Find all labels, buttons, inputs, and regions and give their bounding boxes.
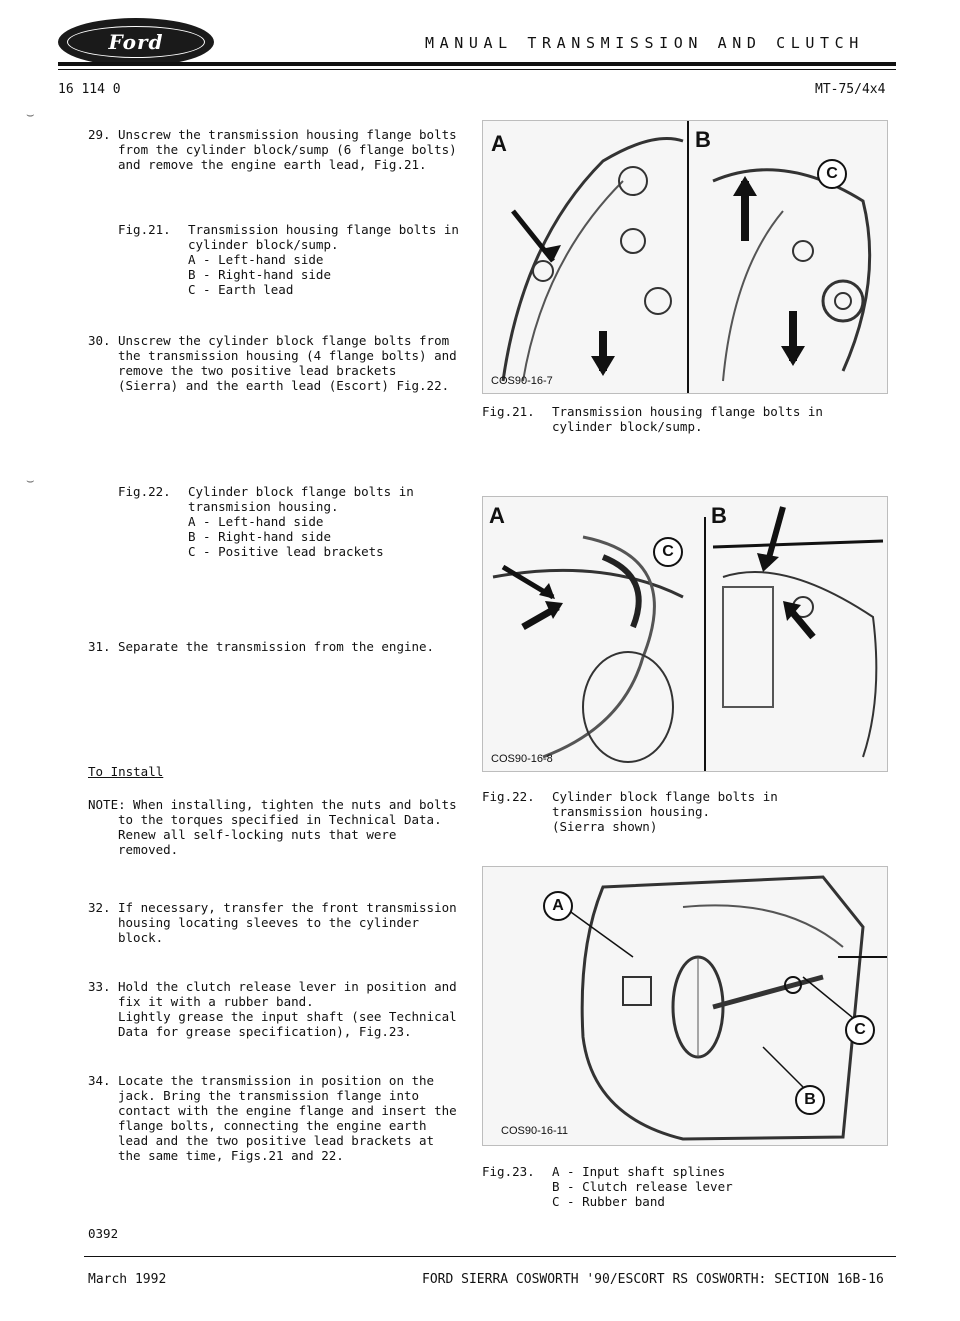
step-33: 33. Hold the clutch release lever in position and fix it with a rubber band. Lightly grease the input shaft (see Technical Data for grease specification), Fig.23. — [88, 979, 457, 1039]
figure-22 — [482, 496, 888, 772]
header-rule-thin — [58, 69, 896, 70]
fig22-code: COS90-16-8 — [491, 753, 553, 765]
caption-fig22-left: Fig.22. Cylinder block flange bolts in transmision housing. A - Left-hand side B - Right-hand side C - Positive lead brackets — [118, 484, 414, 559]
figure-22-illustration — [483, 497, 887, 771]
page-code: 0392 — [88, 1226, 119, 1241]
step-31: 31. Separate the transmission from the engine. — [88, 639, 435, 654]
model-code: MT-75/4x4 — [815, 82, 886, 97]
fig23-label-c: C — [845, 1015, 875, 1045]
fig23-label-a: A — [543, 891, 573, 921]
step-34: 34. Locate the transmission in position on the jack. Bring the transmission flange into contact with the engine flange and insert the flange bolts, connecting the engine earth lead and the two positive lead brackets at the same time, Figs.21 and 22. — [88, 1073, 457, 1163]
fig22-label-b: B — [711, 503, 727, 528]
fig23-label-b: B — [795, 1085, 825, 1115]
step-30: 30. Unscrew the cylinder block flange bolts from the transmission housing (4 flange bolts) and remove the two positive lead brackets (Sierra) and the earth lead (Escort) Fig.22. — [88, 333, 457, 393]
fig21-label-a: A — [491, 131, 507, 156]
fig23-code: COS90-16-11 — [501, 1125, 569, 1137]
binding-mark: ⌣ — [26, 474, 35, 489]
fig21-label-c: C — [817, 159, 847, 189]
ford-logo — [58, 18, 214, 66]
caption-fig23: Fig.23. A - Input shaft splines B - Clutch release lever C - Rubber band — [482, 1164, 733, 1209]
caption-fig22: Fig.22. Cylinder block flange bolts in transmission housing. (Sierra shown) — [482, 789, 778, 834]
fig22-label-c: C — [653, 537, 683, 567]
caption-fig21: Fig.21. Transmission housing flange bolts in cylinder block/sump. — [482, 404, 823, 434]
binding-mark: ⌣ — [26, 108, 35, 123]
fig21-label-b: B — [695, 127, 711, 152]
footer-rule — [84, 1256, 896, 1257]
figure-23 — [482, 866, 888, 1146]
header-rule-thick — [58, 62, 896, 66]
figure-21 — [482, 120, 888, 394]
page-title: MANUAL TRANSMISSION AND CLUTCH — [425, 34, 864, 52]
install-note: NOTE: When installing, tighten the nuts and bolts to the torques specified in Technical Data. Renew all self-locking nuts that were removed. — [88, 797, 457, 857]
section-code: 16 114 0 — [58, 82, 121, 97]
footer-date: March 1992 — [88, 1272, 167, 1287]
footer-publication: FORD SIERRA COSWORTH '90/ESCORT RS COSWORTH: SECTION 16B-16 — [422, 1272, 884, 1287]
step-32: 32. If necessary, transfer the front transmission housing locating sleeves to the cylinder block. — [88, 900, 457, 945]
caption-fig21-left: Fig.21. Transmission housing flange bolts in cylinder block/sump. A - Left-hand side B - Right-hand side C - Earth lead — [118, 222, 459, 297]
logo-text: Ford — [108, 30, 164, 54]
install-heading: To Install — [88, 764, 164, 779]
fig21-code: COS90-16-7 — [491, 375, 553, 387]
step-29: 29. Unscrew the transmission housing flange bolts from the cylinder block/sump (6 flange bolts) and remove the engine earth lead, Fig.21. — [88, 127, 457, 172]
fig22-label-a: A — [489, 503, 505, 528]
